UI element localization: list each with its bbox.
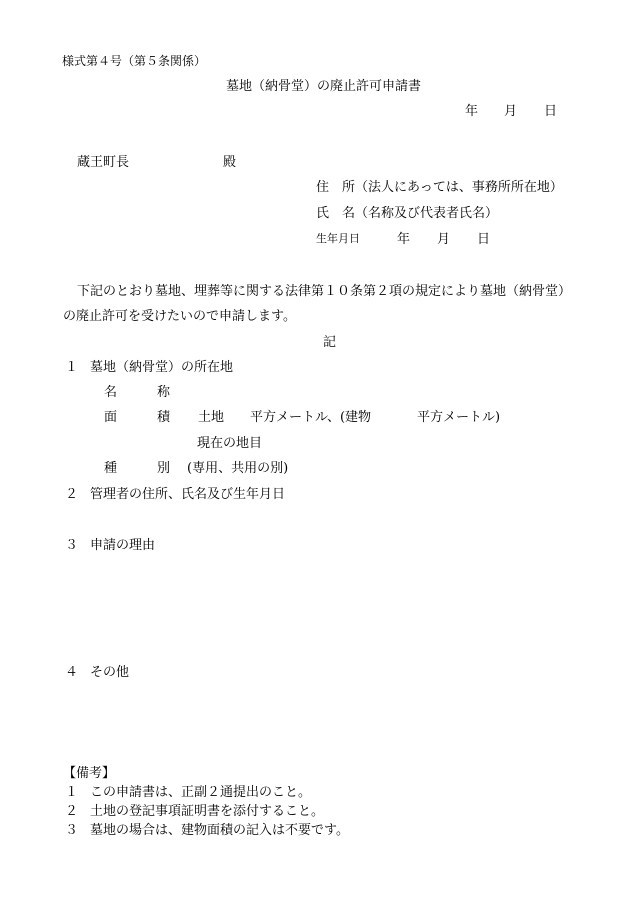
item-1-label: 墓地（納骨堂）の所在地 [90, 360, 234, 375]
body-line-1: 下記のとおり墓地、埋葬等に関する法律第１０条第２項の規定により墓地（納骨堂） [77, 284, 572, 299]
applicant-name: 氏 名（名称及び代表者氏名） [316, 206, 499, 221]
body-line-2: の廃止許可を受けたいので申請します。 [63, 309, 296, 324]
applicant-birth-month: 月 [437, 232, 451, 247]
note-1-text: この申請書は、正副２通提出のこと。 [90, 785, 312, 800]
applicant-birth-label: 生年月日 [316, 232, 360, 245]
item-2-number: ２ [65, 487, 79, 502]
item-1-type-label-a: 種 [104, 461, 118, 476]
item-1-area-land: 土地 [198, 410, 225, 425]
item-3-label: 申請の理由 [90, 538, 156, 553]
item-4-label: その他 [90, 665, 130, 680]
applicant-address: 住 所（法人にあっては、事務所所在地） [316, 180, 563, 195]
date-year: 年 [465, 104, 479, 119]
item-1-current-use: 現在の地目 [197, 436, 263, 451]
item-1-area-building-unit: 平方メートル) [417, 410, 501, 425]
applicant-birth-day: 日 [477, 232, 491, 247]
note-2-number: ２ [65, 804, 79, 819]
item-1-name-label-a: 名 [104, 385, 118, 400]
date-month: 月 [504, 104, 518, 119]
item-3-number: ３ [65, 538, 79, 553]
recipient-honorific: 殿 [223, 155, 237, 170]
notes-heading: 【備考】 [63, 766, 116, 781]
recipient-name: 蔵王町長 [77, 155, 130, 170]
note-2-text: 土地の登記事項証明書を添付すること。 [90, 804, 325, 819]
item-1-number: １ [65, 360, 79, 375]
item-1-area-label-a: 面 [104, 410, 118, 425]
item-1-name-label-b: 称 [157, 385, 171, 400]
item-1-type-label-b: 別 [157, 461, 171, 476]
note-1-number: １ [65, 785, 79, 800]
item-1-area-land-unit: 平方メートル、(建物 [250, 410, 372, 425]
item-4-number: ４ [65, 665, 79, 680]
item-1-type-note: (専用、共用の別) [187, 461, 289, 476]
ki-heading: 記 [323, 335, 337, 350]
date-day: 日 [544, 104, 558, 119]
form-title: 墓地（納骨堂）の廃止許可申請書 [226, 79, 422, 94]
applicant-birth-year: 年 [397, 232, 411, 247]
note-3-number: ３ [65, 823, 79, 838]
item-1-area-label-b: 積 [157, 410, 171, 425]
note-3-text: 墓地の場合は、建物面積の記入は不要です。 [90, 823, 349, 838]
form-label: 様式第４号（第５条関係） [62, 54, 207, 68]
item-2-label: 管理者の住所、氏名及び生年月日 [90, 487, 286, 502]
